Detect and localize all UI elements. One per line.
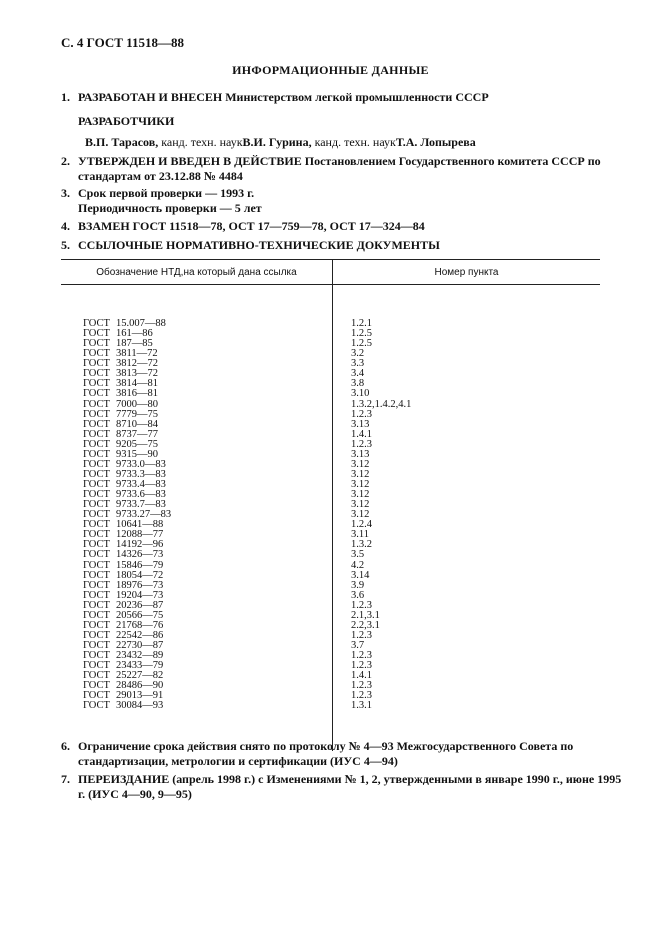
table-row-item: 3.14	[351, 569, 370, 581]
table-row-item: 3.8	[351, 378, 365, 390]
document-prefix: ГОСТ	[83, 640, 110, 651]
section-number: 7.	[61, 772, 70, 786]
document-number: 9315—90	[116, 448, 158, 460]
section-5	[61, 238, 440, 253]
table-row-item: 3.13	[351, 448, 370, 460]
table-row-item: 1.2.3	[351, 650, 372, 662]
document-prefix: ГОСТ	[83, 599, 110, 611]
table-row-item: 1.2.3	[351, 438, 372, 450]
developer-name: В.И. Гурина,	[242, 135, 312, 149]
document-prefix: ГОСТ	[83, 418, 110, 430]
document-number: 8710—84	[116, 418, 158, 430]
document-number: 14326—73	[116, 549, 164, 561]
section-number: 5.	[61, 238, 70, 252]
document-number: 10641—88	[116, 519, 164, 531]
document-number: 29013—91	[116, 690, 164, 702]
items-column	[333, 285, 601, 752]
document-number: 187—85	[116, 338, 153, 350]
check-period-line: Периодичность проверки — 5 лет	[78, 201, 262, 215]
document-number: 9733.4—83	[116, 479, 166, 490]
document-number: 18054—72	[116, 569, 164, 581]
document-prefix: ГОСТ	[83, 378, 110, 390]
table-row-item: 3.12	[351, 479, 370, 490]
document-prefix: ГОСТ	[83, 489, 110, 501]
section-3	[61, 186, 254, 201]
table-row-item: 1.4.1	[351, 428, 372, 440]
document-prefix: ГОСТ	[83, 348, 110, 360]
section-number: 3.	[61, 186, 70, 200]
document-prefix: ГОСТ	[83, 519, 110, 531]
document-prefix: ГОСТ	[83, 529, 110, 541]
section-4	[61, 219, 425, 234]
table-row-document	[83, 701, 332, 711]
table-row-item: 1.3.2	[351, 539, 372, 551]
column-header-item: Номер пункта	[333, 260, 601, 285]
document-prefix: ГОСТ	[83, 448, 110, 460]
table-row-item: 1.2.3	[351, 599, 372, 611]
section-text: Ограничение срока действия снято по протоколу № 4—93 Межгосударственного Совета по стандартизации, метрологии и сертификации (ИУС 4—94)	[78, 739, 574, 768]
table-row-item: 1.2.5	[351, 338, 372, 350]
section-7	[61, 772, 623, 802]
developer-name: Т.А. Лопырева	[395, 135, 476, 149]
document-prefix: ГОСТ	[83, 509, 110, 521]
table-row-item: 3.6	[351, 589, 365, 601]
table-row-item: 3.13	[351, 418, 370, 430]
table-row-item: 1.3.2,1.4.2,4.1	[351, 398, 412, 410]
document-prefix: ГОСТ	[83, 579, 110, 591]
table-row-item: 3.7	[351, 640, 365, 651]
references-table	[61, 259, 600, 751]
table-row-item: 3.3	[351, 358, 365, 370]
document-number: 161—86	[116, 328, 153, 340]
document-number: 20236—87	[116, 599, 164, 611]
document-number: 20566—75	[116, 609, 164, 621]
table-row-item: 3.9	[351, 579, 365, 591]
developers-heading: РАЗРАБОТЧИКИ	[78, 114, 175, 128]
document-number: 7000—80	[116, 398, 158, 410]
table-row-item: 1.2.3	[351, 629, 372, 641]
section-text: Министерством легкой промышленности СССР	[225, 90, 489, 104]
document-number: 30084—93	[116, 700, 164, 712]
table-row-item: 3.11	[351, 529, 369, 541]
document-prefix: ГОСТ	[83, 680, 110, 692]
table-row-item: 3.12	[351, 458, 370, 470]
document-prefix: ГОСТ	[83, 388, 110, 400]
document-prefix: ГОСТ	[83, 499, 110, 511]
document-prefix: ГОСТ	[83, 539, 110, 551]
document-prefix: ГОСТ	[83, 690, 110, 702]
document-prefix: ГОСТ	[83, 458, 110, 470]
document-number: 23432—89	[116, 650, 164, 662]
table-row-item: 3.10	[351, 388, 370, 400]
table-row-item: 3.12	[351, 509, 370, 521]
document-number: 3816—81	[116, 388, 158, 400]
developer-degree: канд. техн. наук	[158, 135, 243, 149]
document-number: 12088—77	[116, 529, 164, 541]
table-row-item: 4.2	[351, 559, 365, 571]
document-number: 9733.27—83	[116, 509, 172, 521]
section-number: 4.	[61, 219, 70, 233]
table-row-item: 1.2.5	[351, 328, 372, 340]
document-number: 15846—79	[116, 559, 164, 571]
table-row-item: 1.2.3	[351, 680, 372, 692]
document-number: 9733.3—83	[116, 468, 166, 480]
table-row-item: 1.2.1	[351, 318, 372, 329]
page-title: ИНФОРМАЦИОННЫЕ ДАННЫЕ	[232, 63, 429, 77]
document-prefix: ГОСТ	[83, 408, 110, 420]
document-number: 23433—79	[116, 660, 164, 672]
document-prefix: ГОСТ	[83, 650, 110, 662]
section-text: ССЫЛОЧНЫЕ НОРМАТИВНО-ТЕХНИЧЕСКИЕ ДОКУМЕНТЫ	[78, 238, 440, 252]
document-prefix: ГОСТ	[83, 318, 110, 329]
document-number: 14192—96	[116, 539, 164, 551]
document-number: 3814—81	[116, 378, 158, 390]
document-prefix: ГОСТ	[83, 589, 110, 601]
document-number: 9733.7—83	[116, 499, 166, 511]
document-prefix: ГОСТ	[83, 338, 110, 350]
section-text: ВЗАМЕН ГОСТ 11518—78, ОСТ 17—759—78, ОСТ 17—324—84	[78, 219, 425, 233]
document-number: 9205—75	[116, 438, 158, 450]
developer-name: В.П. Тарасов,	[85, 135, 159, 149]
table-row-item: 3.12	[351, 468, 370, 480]
document-prefix: ГОСТ	[83, 438, 110, 450]
document-number: 3813—72	[116, 368, 158, 380]
document-prefix: ГОСТ	[83, 660, 110, 672]
first-check-line: Срок первой проверки — 1993 г.	[78, 186, 255, 200]
document-prefix: ГОСТ	[83, 328, 110, 340]
document-prefix: ГОСТ	[83, 569, 110, 581]
section-2	[61, 154, 623, 184]
table-row-item: 1.2.3	[351, 690, 372, 702]
document-prefix: ГОСТ	[83, 468, 110, 480]
document-prefix: ГОСТ	[83, 619, 110, 631]
documents-column	[61, 285, 333, 752]
developers-list	[85, 135, 476, 150]
table-row-item: 3.5	[351, 549, 365, 561]
table-row-item: 3.12	[351, 499, 370, 511]
section-number: 1.	[61, 90, 70, 104]
document-number: 15.007—88	[116, 318, 166, 329]
document-number: 22730—87	[116, 640, 164, 651]
page-header: С. 4 ГОСТ 11518—88	[61, 35, 184, 50]
document-number: 7779—75	[116, 408, 158, 420]
document-prefix: ГОСТ	[83, 609, 110, 621]
table-row-item: 1.3.1	[351, 700, 372, 712]
document-number: 28486—90	[116, 680, 164, 692]
document-prefix: ГОСТ	[83, 549, 110, 561]
document-prefix: ГОСТ	[83, 479, 110, 490]
table-row-item: 1.4.1	[351, 670, 372, 682]
section-text: Постановлением Государственного комитета СССР по стандартам от 23.12.88 № 4484	[78, 154, 601, 183]
document-number: 18976—73	[116, 579, 164, 591]
document-prefix: ГОСТ	[83, 398, 110, 410]
document-prefix: ГОСТ	[83, 629, 110, 641]
section-number: 6.	[61, 739, 70, 753]
document-number: 19204—73	[116, 589, 164, 601]
document-prefix: ГОСТ	[83, 428, 110, 440]
document-number: 21768—76	[116, 619, 164, 631]
section-caption: РАЗРАБОТАН И ВНЕСЕН	[78, 90, 223, 104]
section-1	[61, 90, 489, 105]
document-number: 9733.0—83	[116, 458, 166, 470]
document-number: 8737—77	[116, 428, 158, 440]
table-row-item: 1.2.3	[351, 408, 372, 420]
column-header-document: Обозначение НТД,на который дана ссылка	[61, 260, 333, 285]
section-6	[61, 739, 623, 769]
table-row-item: 1.2.4	[351, 519, 372, 531]
table-row-item: 1.2.3	[351, 660, 372, 672]
document-number: 25227—82	[116, 670, 164, 682]
document-number: 9733.6—83	[116, 489, 166, 501]
table-row-item: 3.4	[351, 368, 365, 380]
table-row-item: 3.12	[351, 489, 370, 501]
table-row-item: 2.2,3.1	[351, 619, 380, 631]
section-caption: УТВЕРЖДЕН И ВВЕДЕН В ДЕЙСТВИЕ	[78, 154, 302, 168]
document-number: 3811—72	[116, 348, 158, 360]
section-number: 2.	[61, 154, 70, 168]
table-row-item: 2.1,3.1	[351, 609, 380, 621]
section-text: ПЕРЕИЗДАНИЕ (апрель 1998 г.) с Изменениями № 1, 2, утвержденными в январе 1990 г., июне 1995 г. (ИУС 4—90, 9—95)	[78, 772, 622, 801]
document-prefix: ГОСТ	[83, 700, 110, 712]
document-prefix: ГОСТ	[83, 559, 110, 571]
document-prefix: ГОСТ	[83, 670, 110, 682]
document-number: 22542—86	[116, 629, 164, 641]
document-number: 3812—72	[116, 358, 158, 370]
table-row-item: 3.2	[351, 348, 365, 360]
developer-degree: канд. техн. наук	[311, 135, 396, 149]
document-prefix: ГОСТ	[83, 368, 110, 380]
document-prefix: ГОСТ	[83, 358, 110, 370]
